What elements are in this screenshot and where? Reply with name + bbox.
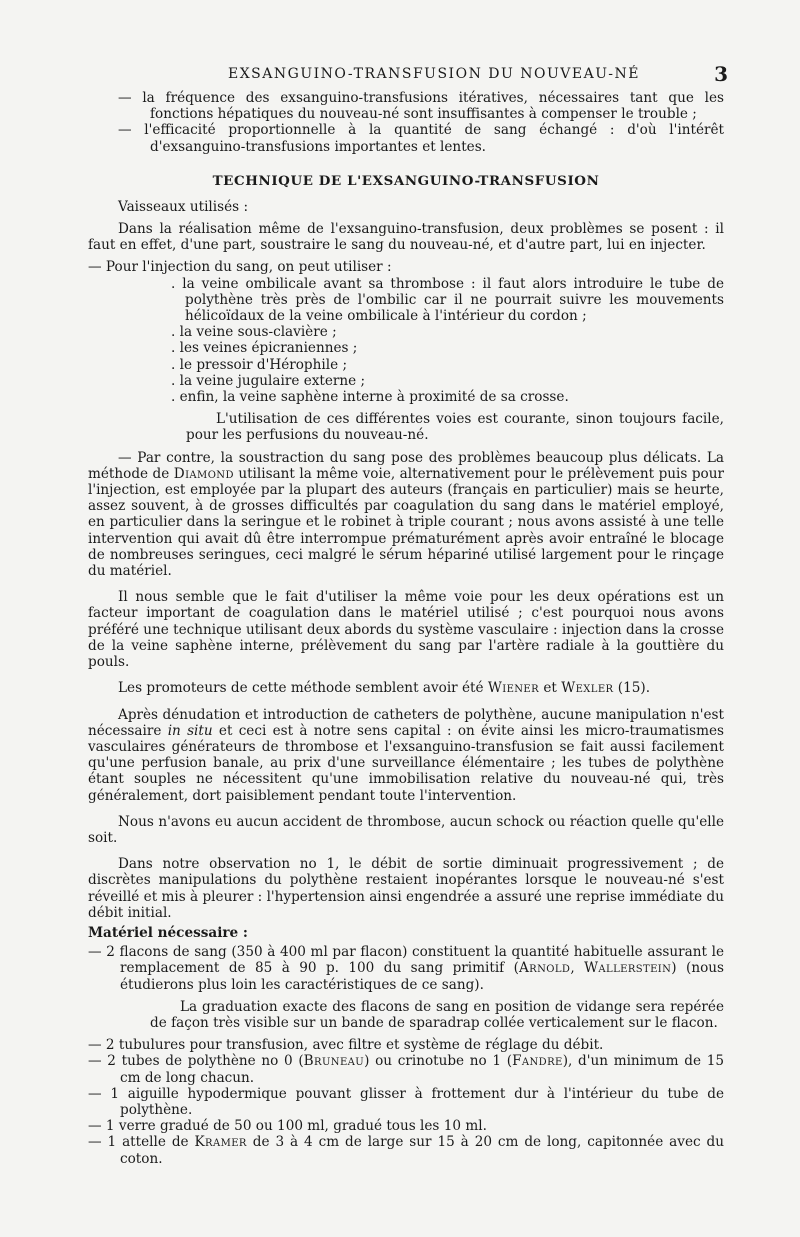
- injection-item: . la veine sous-clavière ;: [171, 324, 337, 341]
- materiel-item-attelle: — 1 attelle de Kramer de 3 à 4 cm de large sur 15 à 20 cm de long, capitonnée avec du coton.: [88, 1134, 724, 1167]
- materiel-note: La graduation exacte des flacons de sang en position de vidange sera repérée de façon très visible sur un bande de sparadrap collée verticalement sur le flacon.: [150, 998, 724, 1031]
- page-header: [88, 58, 728, 90]
- paragraph-observation: Dans notre observation no 1, le débit de sortie diminuait progressivement ; de discrètes manipulations du polythène restaient inopérantes lorsque le nouveau-né s'est réveillé et mis à pleurer : l'hypertension ainsi engendrée a assuré une reprise immédiate du débit initial.: [88, 856, 724, 921]
- materiel-label: Matériel nécessaire :: [88, 924, 248, 941]
- injection-item: . la veine ombilicale avant sa thrombose : il faut alors introduire le tube de polythène très près de l'ombilic car il ne pourrait suivre les mouvements hélicoïdaux de la veine ombilicale à l'intérieur du cordon ;: [171, 275, 724, 325]
- paragraph-denudation: Après dénudation et introduction de catheters de polythène, aucune manipulation n'est nécessaire in situ et ceci est à notre sens capital : on évite ainsi les micro-traumatismes vasculaires générateurs de thrombose et l'exsanguino-transfusion se fait aussi facilement qu'une perfusion banale, au prix d'une surveillance élémentaire ; les tubes de polythène étant souples ne nécessitent qu'une immobilisation relative du nouveau-né qui, très généralement, dort paisiblement pendant toute l'intervention.: [88, 706, 725, 804]
- author-name: Wallerstein: [584, 960, 672, 977]
- materiel-item-flacons: — 2 flacons de sang (350 à 400 ml par flacon) constituent la quantité habituelle assurant le remplacement de 85 à 90 p. 100 du sang primitif (Arnold, Wallerstein) (nous étudierons plus loin les caractéristiques de ce sang).: [88, 944, 724, 993]
- page-number: 3: [714, 62, 728, 86]
- author-name: Diamond: [173, 465, 234, 482]
- intro-item-efficacite: — l'efficacité proportionnelle à la quantité de sang échangé : d'où l'intérêt d'exsanguino-transfusions importantes et lentes.: [118, 122, 724, 155]
- author-name: Kramer: [194, 1134, 247, 1151]
- paragraph-soustraction: — Par contre, la soustraction du sang pose des problèmes beaucoup plus délicats. La méthode de Diamond utilisant la même voie, alternativement pour le prélèvement puis pour l'injection, est employée par la plupart des auteurs (français en particulier) mais se heurte, assez souvent, à de grosses difficultés par coagulation du sang dans le matériel employé, en particulier dans la seringue et le robinet à triple courant ; nous avons assisté à une telle intervention qui avait dû être interrompue prématurément après avoir entraîné le blocage de nombreuses seringues, ceci malgré le sérum hépariné utilisé largement pour le rinçage du matériel.: [88, 449, 724, 580]
- injection-item: . enfin, la veine saphène interne à proximité de sa crosse.: [171, 389, 569, 406]
- section-heading: TECHNIQUE DE L'EXSANGUINO-TRANSFUSION: [212, 172, 600, 189]
- italic-term: in situ: [167, 722, 213, 739]
- paragraph-accident: Nous n'avons eu aucun accident de thrombose, aucun schock ou réaction quelle qu'elle soit.: [88, 813, 724, 846]
- paragraph-problems: Dans la réalisation même de l'exsanguino-transfusion, deux problèmes se posent : il faut en effet, d'une part, soustraire le sang du nouveau-né, et d'autre part, lui en injecter.: [88, 221, 724, 254]
- running-title: EXSANGUINO-TRANSFUSION DU NOUVEAU-NÉ: [228, 66, 640, 82]
- author-name: Fandre: [512, 1053, 563, 1070]
- materiel-item-verre: — 1 verre gradué de 50 ou 100 ml, gradué tous les 10 ml.: [88, 1118, 487, 1135]
- intro-item-frequence: — la fréquence des exsanguino-transfusions itératives, nécessaires tant que les fonctions hépatiques du nouveau-né sont insuffisantes à compenser le trouble ;: [118, 90, 724, 123]
- injection-item: . les veines épicraniennes ;: [171, 340, 358, 357]
- author-name: Wexler: [561, 680, 614, 697]
- injection-note: L'utilisation de ces différentes voies est courante, sinon toujours facile, pour les perfusions du nouveau-né.: [186, 411, 724, 444]
- paragraph-meme-voie: Il nous semble que le fait d'utiliser la même voie pour les deux opérations est un facteur important de coagulation dans le matériel utilisé ; c'est pourquoi nous avons préféré une technique utilisant deux abords du système vasculaire : injection dans la crosse de la veine saphène interne, prélèvement du sang par l'artère radiale à la gouttière du pouls.: [88, 589, 724, 671]
- author-name: Arnold: [518, 960, 571, 977]
- injection-intro: — Pour l'injection du sang, on peut utiliser :: [88, 259, 392, 276]
- materiel-item-tubulures: — 2 tubulures pour transfusion, avec filtre et système de réglage du débit.: [88, 1037, 604, 1054]
- vessels-label: Vaisseaux utilisés :: [118, 198, 249, 215]
- document-page: [88, 58, 728, 1167]
- materiel-item-tubes: — 2 tubes de polythène no 0 (Bruneau) ou crinotube no 1 (Fandre), d'un minimum de 15 cm de long chacun.: [88, 1053, 724, 1086]
- materiel-item-aiguille: — 1 aiguille hypodermique pouvant glisser à frottement dur à l'intérieur du tube de polythène.: [88, 1085, 724, 1118]
- injection-item: . la veine jugulaire externe ;: [171, 372, 366, 389]
- author-name: Bruneau: [303, 1053, 365, 1070]
- author-name: Wiener: [487, 680, 540, 697]
- injection-item: . le pressoir d'Hérophile ;: [171, 356, 348, 373]
- paragraph-promoteurs: Les promoteurs de cette méthode semblent avoir été Wiener et Wexler (15).: [118, 680, 651, 697]
